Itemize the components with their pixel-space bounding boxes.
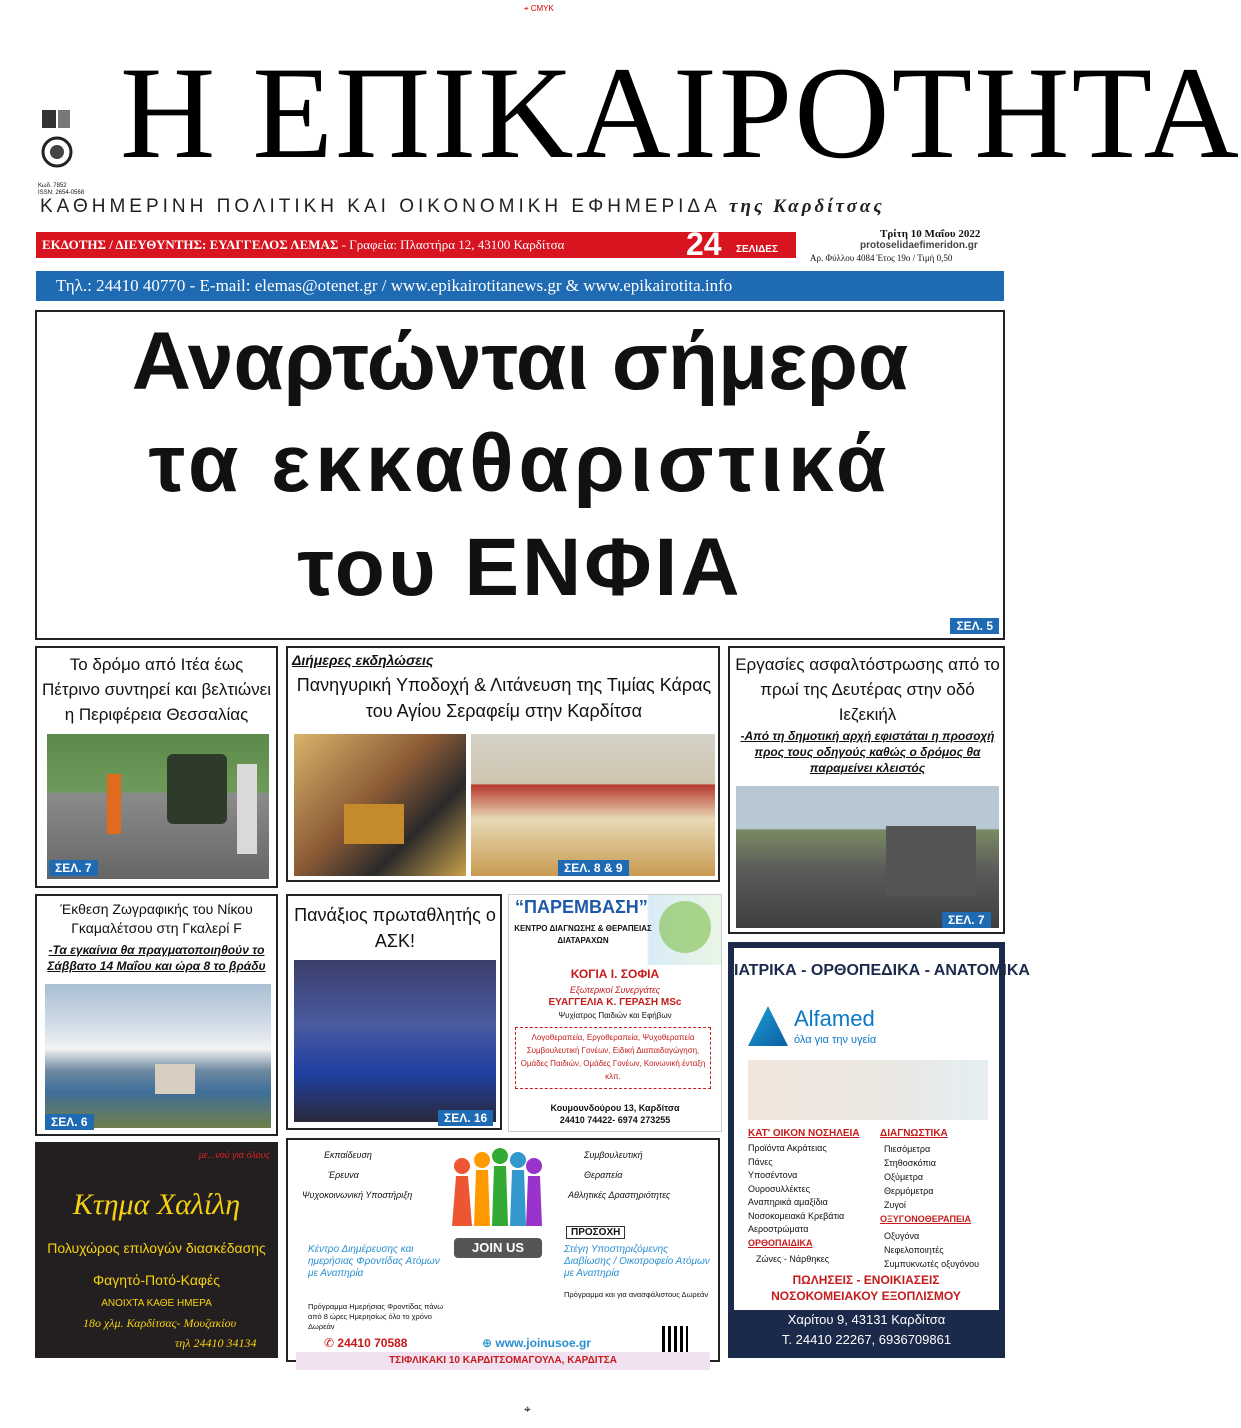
story-art-page-ref[interactable]: ΣΕΛ. 6 xyxy=(45,1114,94,1130)
paremvasi-services: Λογοθεραπεία, Εργοθεραπεία, Ψυχοθεραπεία Συμβουλευτική Γονέων, Ειδική Διαπαιδαγώγηση, Ομάδες Παιδιών, Ομάδες Γονέων, Κοινωνική ένταξη κλπ. xyxy=(515,1027,711,1089)
story-road-title[interactable]: Το δρόμο από Ιτέα έως Πέτρινο συντηρεί και βελτιώνει η Περιφέρεια Θεσσαλίας xyxy=(41,655,271,724)
issue-date: Τρίτη 10 Μαΐου 2022 xyxy=(880,228,981,240)
list-item: Πιεσόμετρα xyxy=(884,1144,931,1154)
joinus-web-text: www.joinusoe.gr xyxy=(495,1336,591,1350)
story-road-page-ref[interactable]: ΣΕΛ. 7 xyxy=(49,860,98,876)
list-item: Πάνες xyxy=(748,1156,773,1167)
story-church-photo-1 xyxy=(294,734,466,876)
joinus-badge: JOIN US xyxy=(454,1238,542,1258)
joinus-address: ΤΣΙΦΛΙΚΑΚΙ 10 ΚΑΡΔΙΤΣΟΜΑΓΟΥΛΑ, ΚΑΡΔΙΤΣΑ xyxy=(296,1352,710,1370)
paremvasi-name: “ΠΑΡΕΜΒΑΣΗ” xyxy=(515,897,648,917)
paremvasi-person: ΚΟΓΙΑ Ι. ΣΟΦΙΑ xyxy=(570,967,660,981)
story-art-sub: -Τα εγκαίνια θα πραγματοποιηθούν το Σάββατο 14 Μαΐου και ώρα 8 το βράδυ xyxy=(47,943,266,973)
story-art-title[interactable]: Έκθεση Ζωγραφικής του Νίκου Γκαμαλέτσου στη Γκαλερί F xyxy=(60,901,253,936)
lead-line-2: τα εκκαθαριστικά xyxy=(148,418,892,509)
joinus-web[interactable]: ⊕ www.joinusoe.gr xyxy=(482,1336,591,1350)
story-church-kicker: Διήμερες εκδηλώσεις xyxy=(292,652,434,668)
paremvasi-partner-role: Ψυχίατρος Παιδιών και Εφήβων xyxy=(558,1011,672,1020)
paremvasi-tagline: ΚΕΝΤΡΟ ΔΙΑΓΝΩΣΗΣ & ΘΕΡΑΠΕΙΑΣ ΔΙΑΤΑΡΑΧΩΝ xyxy=(514,924,652,945)
publisher-label: ΕΚΔΟΤΗΣ / ΔΙΕΥΘΥΝΤΗΣ: ΕΥΑΓΓΕΛΟΣ ΛΕΜΑΣ xyxy=(42,237,339,252)
list-item: Αεροστρώματα xyxy=(748,1224,809,1234)
joinus-attention: ΠΡΟΣΟΧΗ xyxy=(566,1226,625,1239)
joinus-center-left-note: Πρόγραμμα Ημερήσιας Φροντίδας πάνω από 8 ώρες Ημερησίως όλο το χρόνο Δωρεάν xyxy=(308,1302,444,1331)
paremvasi-address: Κουμουνδούρου 13, Καρδίτσα xyxy=(550,1103,680,1113)
tree-icon xyxy=(659,901,711,953)
ad-joinus[interactable] xyxy=(286,1138,720,1366)
ktima-location: 18ο χλμ. Καρδίτσας- Μουζακίου xyxy=(83,1316,237,1330)
story-asphalt-sub: -Από τη δημοτική αρχή εφιστάται η προσοχή προς τους οδηγούς καθώς ο δρόμος θα παραμείνει κλειστός xyxy=(740,729,995,775)
alfamed-col1-title: ΚΑΤ' ΟΙΚΟΝ ΝΟΣΗΛΕΙΑ xyxy=(748,1128,860,1139)
joinus-left-item: Ψυχοκοινωνική Υποστήριξη xyxy=(302,1190,413,1200)
ktima-line3: ΑΝΟΙΧΤΑ ΚΑΘΕ ΗΜΕΡΑ xyxy=(101,1298,212,1309)
alfamed-products-photo xyxy=(748,1060,988,1120)
subtitle-text: ΚΑΘΗΜΕΡΙΝΗ ΠΟΛΙΤΙΚΗ ΚΑΙ ΟΙΚΟΝΟΜΙΚΗ ΕΦΗΜΕΡΙΔΑ xyxy=(40,196,720,217)
issue-number: Αρ. Φύλλου 4084 Έτος 19ο / Τιμή 0,50 xyxy=(810,253,953,263)
ad-paremvasi[interactable] xyxy=(508,894,722,1132)
joinus-right-item: Αθλητικές Δραστηριότητες xyxy=(568,1190,671,1200)
story-ask-photo xyxy=(294,960,496,1122)
ktima-top: με...νού για όλους xyxy=(198,1150,270,1160)
lead-story xyxy=(35,310,1005,640)
story-art-painting xyxy=(45,984,271,1128)
alfamed-headline: ΙΑΤΡΙΚΑ - ΟΡΘΟΠΕΔΙΚΑ - ΑΝΑΤΟΜΙΚΑ xyxy=(734,962,1030,979)
lead-line-3: του ΕΝΦΙΑ xyxy=(297,522,743,613)
lead-page-ref[interactable]: ΣΕΛ. 5 xyxy=(950,618,999,634)
newspaper-title: Η ΕΠΙΚΑΙΡΟΤΗΤΑ xyxy=(120,39,1241,186)
story-church-title[interactable]: Πανηγυρική Υποδοχή & Λιτάνευση της Τιμίας Κάρας του Αγίου Σεραφείμ στην Καρδίτσα xyxy=(296,675,712,721)
story-ask-title[interactable]: Πανάξιος πρωταθλητής ο ΑΣΚ! xyxy=(294,905,496,951)
offices-text: - Γραφεία: Πλαστήρα 12, 43100 Καρδίτσα xyxy=(338,237,565,252)
alfamed-col2-list xyxy=(880,1142,979,1271)
joinus-left-item: Εκπαίδευση xyxy=(324,1150,372,1160)
crop-mark-bottom: ⌖ xyxy=(524,1402,531,1416)
ad-alfamed[interactable] xyxy=(728,942,1030,1358)
joinus-right-item: Θεραπεία xyxy=(584,1170,623,1180)
joinus-phone-text: 24410 70588 xyxy=(337,1336,408,1350)
story-road-photo xyxy=(47,734,269,879)
ad-ktima[interactable] xyxy=(35,1142,278,1358)
list-item: Υποσέντονα xyxy=(748,1170,798,1180)
list-item: Ζυγοί xyxy=(884,1200,906,1210)
paremvasi-partner: ΕΥΑΓΓΕΛΙΑ Κ. ΓΕΡΑΣΗ MSc xyxy=(548,997,682,1008)
list-item: Ζώνες - Νάρθηκες xyxy=(756,1254,830,1264)
list-item: Νοσοκομειακά Κρεβάτια xyxy=(748,1210,845,1221)
list-item: Αναπηρικά αμαξίδια xyxy=(748,1197,828,1207)
alfamed-phones: Τ. 24410 22267, 6936709861 xyxy=(781,1332,952,1347)
alfamed-col1-title2: ΟΡΘΟΠΑΙΔΙΚΑ xyxy=(748,1237,813,1248)
story-asphalt xyxy=(728,646,1005,934)
code-label: Κωδ. 7852 xyxy=(38,183,67,189)
joinus-people-icon xyxy=(442,1146,552,1242)
publisher-logo xyxy=(38,108,85,198)
story-art xyxy=(35,894,278,1136)
alfamed-sales: ΠΩΛΗΣΕΙΣ - ΕΝΟΙΚΙΑΣΕΙΣ ΝΟΣΟΚΟΜΕΙΑΚΟΥ ΕΞΟΠΛΙΣΜΟΥ xyxy=(771,1273,961,1303)
story-asphalt-title[interactable]: Εργασίες ασφαλτόστρωσης από το πρωί της Δευτέρας στην οδό Ιεζεκιήλ xyxy=(735,655,1000,724)
list-item: Νεφελοποιητές xyxy=(884,1245,944,1255)
joinus-left-item: Έρευνα xyxy=(328,1170,359,1180)
list-item: Οξυγόνα xyxy=(884,1231,920,1241)
alfamed-address: Χαρίτου 9, 43131 Καρδίτσα xyxy=(787,1312,946,1327)
alfamed-col2-title2: ΟΞΥΓΟΝΟΘΕΡΑΠΕΙΑ xyxy=(880,1214,972,1224)
contact-bar xyxy=(36,271,1004,301)
lead-line-1: Αναρτώνται σήμερα xyxy=(131,316,909,407)
alfamed-brand: Alfamed xyxy=(794,1006,875,1031)
ktima-line2: Φαγητό-Ποτό-Καφές xyxy=(92,1272,221,1288)
story-asphalt-page-ref[interactable]: ΣΕΛ. 7 xyxy=(942,912,991,928)
list-item: Οξύμετρα xyxy=(884,1172,924,1182)
list-item: Ουροσυλλέκτες xyxy=(748,1183,810,1194)
list-item: Θερμόμετρα xyxy=(884,1186,934,1196)
paremvasi-partners-label: Εξωτερικοί Συνεργάτες xyxy=(569,985,661,995)
joinus-center-left: Κέντρο Διημέρευσης και ημερήσιας Φροντίδας Ατόμων με Αναπηρία xyxy=(308,1244,440,1279)
contact-text: Τηλ.: 24410 40770 - E-mail: elemas@otenet.gr / www.epikairotitanews.gr & www.epikairotita.info xyxy=(56,276,733,295)
list-item: Συμπυκνωτές οξυγόνου xyxy=(884,1259,979,1269)
issn-label: ISSN: 2654-0568 xyxy=(38,190,85,196)
pages-word: ΣΕΛΙΔΕΣ xyxy=(736,244,778,255)
list-item: Προϊόντα Ακράτειας xyxy=(748,1143,827,1153)
alfamed-col2-title: ΔΙΑΓΝΩΣΤΙΚΑ xyxy=(880,1128,948,1139)
story-church-page-ref[interactable]: ΣΕΛ. 8 & 9 xyxy=(558,860,629,876)
watermark-text: protoselidaefimeridon.gr xyxy=(860,240,978,251)
story-ask-page-ref[interactable]: ΣΕΛ. 16 xyxy=(438,1110,493,1126)
story-road xyxy=(35,646,278,888)
newspaper-subtitle xyxy=(40,196,1000,218)
joinus-center-right: Στέγη Υποστηριζόμενης Διαβίωσης / Οικοτροφείο Ατόμων με Αναπηρία xyxy=(564,1244,710,1279)
joinus-phone: ✆ 24410 70588 xyxy=(324,1336,408,1350)
paremvasi-phones: 24410 74422- 6974 273255 xyxy=(559,1115,671,1125)
alfamed-slogan: όλα για την υγεία xyxy=(794,1034,877,1046)
list-item: Στηθοσκόπια xyxy=(884,1158,936,1168)
story-ask xyxy=(286,894,502,1130)
joinus-right-item: Συμβουλευτική xyxy=(584,1150,643,1160)
story-church xyxy=(286,646,720,882)
ktima-phone: τηλ 24410 34134 xyxy=(175,1336,257,1350)
alfamed-col1-list xyxy=(748,1142,844,1267)
ktima-line1: Πολυχώρος επιλογών διασκέδασης xyxy=(47,1240,266,1256)
crop-mark-top: ⌖ CMYK xyxy=(524,4,554,13)
story-asphalt-photo xyxy=(736,786,999,928)
joinus-center-right-note: Πρόγραμμα και για ανασφάλιστους Δωρεάν xyxy=(564,1290,709,1299)
publisher-bar xyxy=(36,226,796,262)
pages-number: 24 xyxy=(686,226,722,262)
qr-code-icon xyxy=(662,1326,688,1352)
ktima-name: Κτημα Χαλίλη xyxy=(72,1188,241,1221)
story-church-photo-2 xyxy=(471,734,715,876)
subtitle-tail: της Καρδίτσας xyxy=(729,196,885,217)
